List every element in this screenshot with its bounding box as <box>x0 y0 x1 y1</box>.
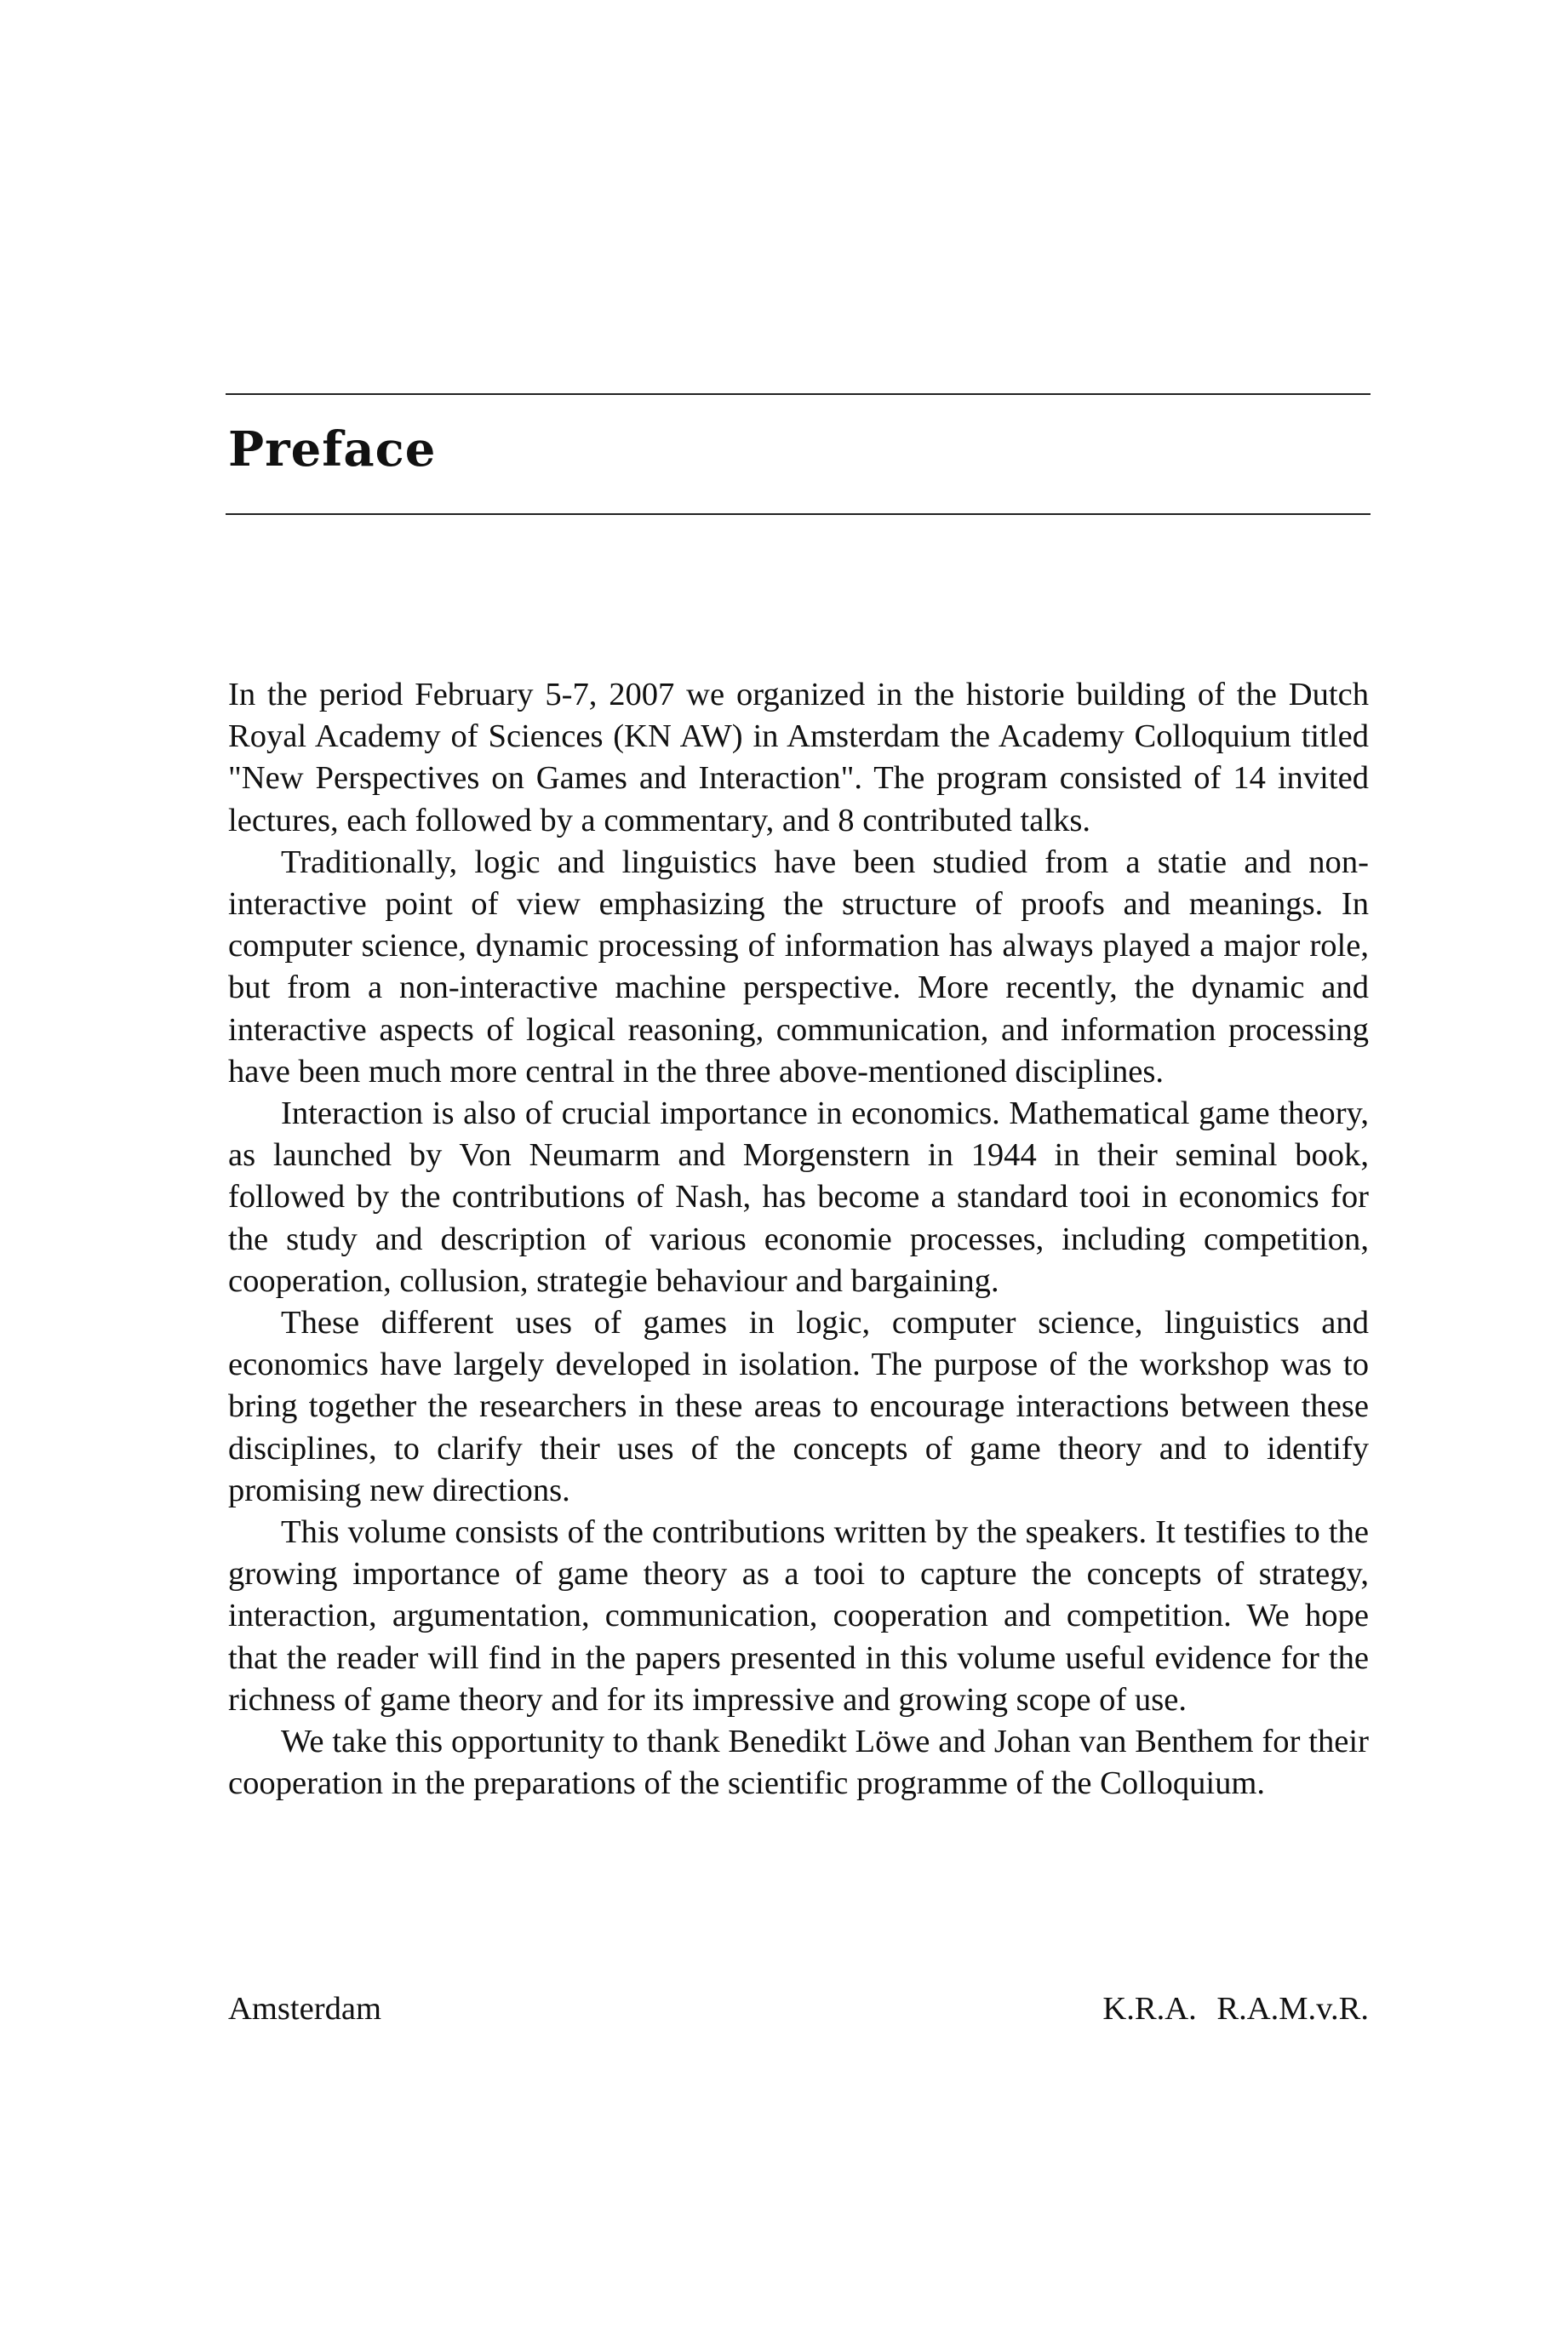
signoff-initials: K.R.A. R.A.M.v.R. <box>1102 1991 1369 2027</box>
title-rule-top <box>226 393 1371 395</box>
paragraph: We take this opportunity to thank Benedikt Löwe and Johan van Benthem for their cooperation in the preparations of the scientific programme of the Colloquium. <box>228 1724 1369 1802</box>
signoff-place: Amsterdam <box>228 1991 381 2027</box>
paragraph: These different uses of games in logic, computer science, linguistics and economics have largely developed in isolation. The purpose of the workshop was to bring together the researchers in these areas to encourage interactions between these disciplines, to clarify their uses of the concepts of game theory and to identify promising new directions. <box>228 1305 1369 1508</box>
paragraph: In the period February 5-7, 2007 we organized in the historie building of the Dutch Royal Academy of Sciences (KN AW) in Amsterdam the Academy Colloquium titled "New Perspectives on Games and Interaction". The program consisted of 14 invited lectures, each followed by a commentary, and 8 contributed talks. <box>228 677 1369 838</box>
paragraph: Traditionally, logic and linguistics have been studied from a statie and non-interactive point of view emphasizing the structure of proofs and meanings. In computer science, dynamic processing of information has always played a major role, but from a non-interactive machine perspective. More recently, the dynamic and interactive aspects of logical reasoning, communication, and information processing have been much more central in the three above-mentioned disciplines. <box>228 844 1369 1090</box>
page-title: Preface <box>228 421 437 478</box>
preface-body <box>228 674 1369 1805</box>
paragraph: This volume consists of the contributions written by the speakers. It testifies to the growing importance of game theory as a tooi to capture the concepts of strategy, interaction, argumentation, communication, cooperation and competition. We hope that the reader will find in the papers presented in this volume useful evidence for the richness of game theory and for its impressive and growing scope of use. <box>228 1514 1369 1718</box>
paragraph: Interaction is also of crucial importance in economics. Mathematical game theory, as launched by Von Neumarm and Morgenstern in 1944 in their seminal book, followed by the contributions of Nash, has become a standard tooi in economics for the study and description of various economie processes, including competition, cooperation, collusion, strategie behaviour and bargaining. <box>228 1095 1369 1299</box>
title-rule-bottom <box>226 513 1371 515</box>
signoff <box>228 1988 1369 2030</box>
